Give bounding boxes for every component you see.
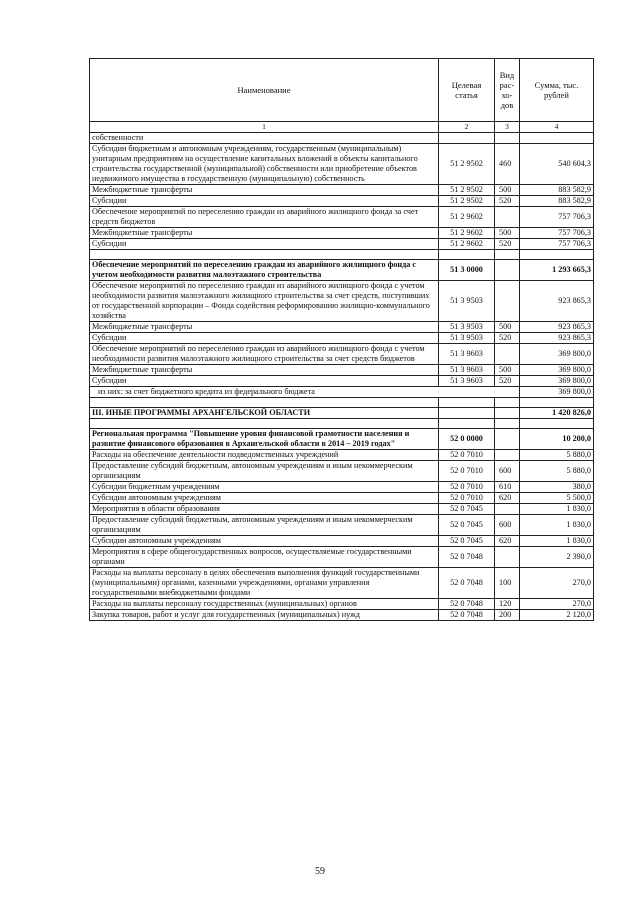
row-name: [90, 250, 439, 260]
row-target-article: 52 0 0000: [439, 429, 495, 450]
header-row: [90, 59, 594, 122]
row-expense-type: 460: [495, 144, 520, 185]
row-name: Обеспечение мероприятий по переселению граждан из аварийного жилищного фонда с учетом необходимости развития малоэтажного жилищного строительства за счет средств бюджетов: [90, 344, 439, 365]
row-sum: 380,0: [520, 482, 594, 493]
row-expense-type: 120: [495, 599, 520, 610]
header-target-article: Целевая статья: [439, 59, 495, 122]
column-number: 4: [520, 122, 594, 133]
column-number-row: [90, 122, 594, 133]
row-target-article: 52 0 7048: [439, 610, 495, 621]
row-expense-type: [495, 281, 520, 322]
table-row: [90, 207, 594, 228]
empty-row: [90, 250, 594, 260]
row-expense-type: [495, 429, 520, 450]
row-sum: 757 706,3: [520, 228, 594, 239]
row-sum: 1 420 826,0: [520, 408, 594, 419]
column-number: 2: [439, 122, 495, 133]
row-name: [90, 398, 439, 408]
row-target-article: [439, 133, 495, 144]
row-expense-type: [495, 133, 520, 144]
table-row: [90, 376, 594, 387]
row-name: Расходы на выплаты персоналу в целях обеспечения выполнения функций государственными (муниципальными) органами, казенными учреждениями, органами управления государственными внебюджетными фондами: [90, 568, 439, 599]
row-name: Предоставление субсидий бюджетным, автономным учреждениям и иным некоммерческим организациям: [90, 461, 439, 482]
header-sum: Сумма, тыс. рублей: [520, 59, 594, 122]
row-target-article: [439, 250, 495, 260]
row-target-article: [439, 398, 495, 408]
table-row: [90, 450, 594, 461]
table-row: [90, 547, 594, 568]
row-name: Мероприятия в области образования: [90, 504, 439, 515]
row-sum: 369 800,0: [520, 344, 594, 365]
row-sum: [520, 398, 594, 408]
row-expense-type: [495, 260, 520, 281]
table-row: [90, 493, 594, 504]
row-name: Субсидии: [90, 239, 439, 250]
row-target-article: 52 0 7010: [439, 493, 495, 504]
row-expense-type: 600: [495, 515, 520, 536]
empty-row: [90, 419, 594, 429]
table-row: [90, 365, 594, 376]
table-row: [90, 515, 594, 536]
row-sum: 883 582,9: [520, 196, 594, 207]
row-target-article: 52 0 7045: [439, 536, 495, 547]
table-row: [90, 322, 594, 333]
table-row: [90, 429, 594, 450]
row-name: Обеспечение мероприятий по переселению граждан из аварийного жилищного фонда с учетом необходимости развития малоэтажного строительства: [90, 260, 439, 281]
row-sum: [520, 133, 594, 144]
row-target-article: 52 0 7045: [439, 504, 495, 515]
row-sum: 923 865,3: [520, 322, 594, 333]
row-sum: 369 800,0: [520, 387, 594, 398]
row-sum: 10 200,0: [520, 429, 594, 450]
row-sum: 540 604,3: [520, 144, 594, 185]
row-expense-type: 600: [495, 461, 520, 482]
table-row: [90, 344, 594, 365]
row-target-article: 51 2 9502: [439, 185, 495, 196]
row-expense-type: 500: [495, 322, 520, 333]
row-sum: 1 830,0: [520, 515, 594, 536]
row-name: Субсидии бюджетным и автономным учреждениям, государственным (муниципальным) унитарным предприятиям на осуществление капитальных вложений в объекты капитального строительства государственной (муниципальной) собственности или приобретение объектов недвижимого имущества в государственную (муниципальную) собственность: [90, 144, 439, 185]
row-name: Субсидии бюджетным учреждениям: [90, 482, 439, 493]
row-name: собственности: [90, 133, 439, 144]
row-sum: 270,0: [520, 568, 594, 599]
row-sum: 1 830,0: [520, 536, 594, 547]
row-expense-type: [495, 450, 520, 461]
table-row: [90, 185, 594, 196]
row-name: Обеспечение мероприятий по переселению граждан из аварийного жилищного фонда за счет средств бюджетов: [90, 207, 439, 228]
row-sum: [520, 250, 594, 260]
budget-table: [89, 58, 594, 621]
row-target-article: 51 3 9503: [439, 333, 495, 344]
row-target-article: 51 3 0000: [439, 260, 495, 281]
row-name: из них: за счет бюджетного кредита из федерального бюджета: [90, 387, 520, 398]
row-sum: 5 880,0: [520, 450, 594, 461]
row-name: Субсидии: [90, 196, 439, 207]
row-name: Субсидии автономным учреждениям: [90, 493, 439, 504]
row-sum: 757 706,3: [520, 239, 594, 250]
row-sum: 923 865,3: [520, 281, 594, 322]
row-sum: 369 800,0: [520, 376, 594, 387]
row-expense-type: [495, 419, 520, 429]
table-row: [90, 482, 594, 493]
row-sum: 270,0: [520, 599, 594, 610]
row-target-article: 52 0 7045: [439, 515, 495, 536]
row-target-article: 52 0 7048: [439, 599, 495, 610]
table-row: [90, 281, 594, 322]
row-expense-type: [495, 547, 520, 568]
row-expense-type: 520: [495, 376, 520, 387]
row-expense-type: 500: [495, 365, 520, 376]
table-row: [90, 536, 594, 547]
row-sum: 2 120,0: [520, 610, 594, 621]
row-expense-type: [495, 504, 520, 515]
row-target-article: [439, 408, 495, 419]
row-target-article: 51 3 9503: [439, 281, 495, 322]
row-name: Расходы на обеспечение деятельности подведомственных учреждений: [90, 450, 439, 461]
table-row: [90, 239, 594, 250]
column-number: 1: [90, 122, 439, 133]
row-sum: 5 880,0: [520, 461, 594, 482]
row-expense-type: 610: [495, 482, 520, 493]
row-name: III. ИНЫЕ ПРОГРАММЫ АРХАНГЕЛЬСКОЙ ОБЛАСТИ: [90, 408, 439, 419]
row-target-article: 51 2 9502: [439, 196, 495, 207]
column-number: 3: [495, 122, 520, 133]
row-sum: 883 582,9: [520, 185, 594, 196]
table-row: [90, 144, 594, 185]
table-row: [90, 133, 594, 144]
row-sum: 1 830,0: [520, 504, 594, 515]
table-row: [90, 333, 594, 344]
row-name: Обеспечение мероприятий по переселению граждан из аварийного жилищного фонда с учетом необходимости развития малоэтажного жилищного строительства за счет средств, поступивших от государственной корпорации – Фонда содействия реформированию жилищно-коммунального хозяйства: [90, 281, 439, 322]
row-expense-type: [495, 408, 520, 419]
row-expense-type: 520: [495, 196, 520, 207]
row-target-article: 52 0 7048: [439, 547, 495, 568]
table-row: [90, 228, 594, 239]
row-name: Субсидии: [90, 376, 439, 387]
row-target-article: 52 0 7048: [439, 568, 495, 599]
row-target-article: 51 2 9602: [439, 239, 495, 250]
row-name: Межбюджетные трансферты: [90, 322, 439, 333]
table-row: [90, 260, 594, 281]
row-target-article: 51 3 9603: [439, 376, 495, 387]
row-target-article: 51 3 9603: [439, 344, 495, 365]
row-target-article: 51 3 9603: [439, 365, 495, 376]
row-target-article: 51 2 9602: [439, 207, 495, 228]
row-sum: 1 293 665,3: [520, 260, 594, 281]
table-row: [90, 387, 594, 398]
row-expense-type: [495, 398, 520, 408]
row-name: Расходы на выплаты персоналу государственных (муниципальных) органов: [90, 599, 439, 610]
row-name: Межбюджетные трансферты: [90, 228, 439, 239]
row-name: Межбюджетные трансферты: [90, 185, 439, 196]
row-name: Мероприятия в сфере общегосударственных вопросов, осуществляемые государственными органами: [90, 547, 439, 568]
row-target-article: 52 0 7010: [439, 461, 495, 482]
header-name: Наименование: [90, 59, 439, 122]
row-expense-type: [495, 250, 520, 260]
row-expense-type: 200: [495, 610, 520, 621]
row-target-article: 52 0 7010: [439, 450, 495, 461]
row-name: Закупка товаров, работ и услуг для государственных (муниципальных) нужд: [90, 610, 439, 621]
table-row: [90, 461, 594, 482]
row-sum: 5 500,0: [520, 493, 594, 504]
table-row: [90, 408, 594, 419]
row-name: Региональная программа "Повышение уровня финансовой грамотности населения и развитие финансового образования в Архангельской области в 2014 – 2019 годах": [90, 429, 439, 450]
row-name: Субсидии: [90, 333, 439, 344]
row-expense-type: [495, 344, 520, 365]
row-sum: 757 706,3: [520, 207, 594, 228]
table-row: [90, 599, 594, 610]
row-name: Субсидии автономным учреждениям: [90, 536, 439, 547]
empty-row: [90, 398, 594, 408]
row-sum: 923 865,3: [520, 333, 594, 344]
row-target-article: 51 2 9502: [439, 144, 495, 185]
row-expense-type: 620: [495, 493, 520, 504]
table-row: [90, 610, 594, 621]
row-sum: [520, 419, 594, 429]
row-expense-type: 520: [495, 333, 520, 344]
row-target-article: 51 3 9503: [439, 322, 495, 333]
row-expense-type: [495, 207, 520, 228]
table-row: [90, 568, 594, 599]
row-expense-type: 100: [495, 568, 520, 599]
row-expense-type: 500: [495, 185, 520, 196]
page-number: 59: [315, 866, 325, 877]
row-expense-type: 500: [495, 228, 520, 239]
row-sum: 369 800,0: [520, 365, 594, 376]
row-target-article: 51 2 9602: [439, 228, 495, 239]
row-name: Предоставление субсидий бюджетным, автономным учреждениям и иным некоммерческим организациям: [90, 515, 439, 536]
row-name: [90, 419, 439, 429]
row-expense-type: 620: [495, 536, 520, 547]
row-sum: 2 390,0: [520, 547, 594, 568]
row-target-article: [439, 419, 495, 429]
row-expense-type: 520: [495, 239, 520, 250]
table-row: [90, 196, 594, 207]
row-target-article: 52 0 7010: [439, 482, 495, 493]
row-name: Межбюджетные трансферты: [90, 365, 439, 376]
header-expense-type: Вид рас- хо- дов: [495, 59, 520, 122]
table-row: [90, 504, 594, 515]
